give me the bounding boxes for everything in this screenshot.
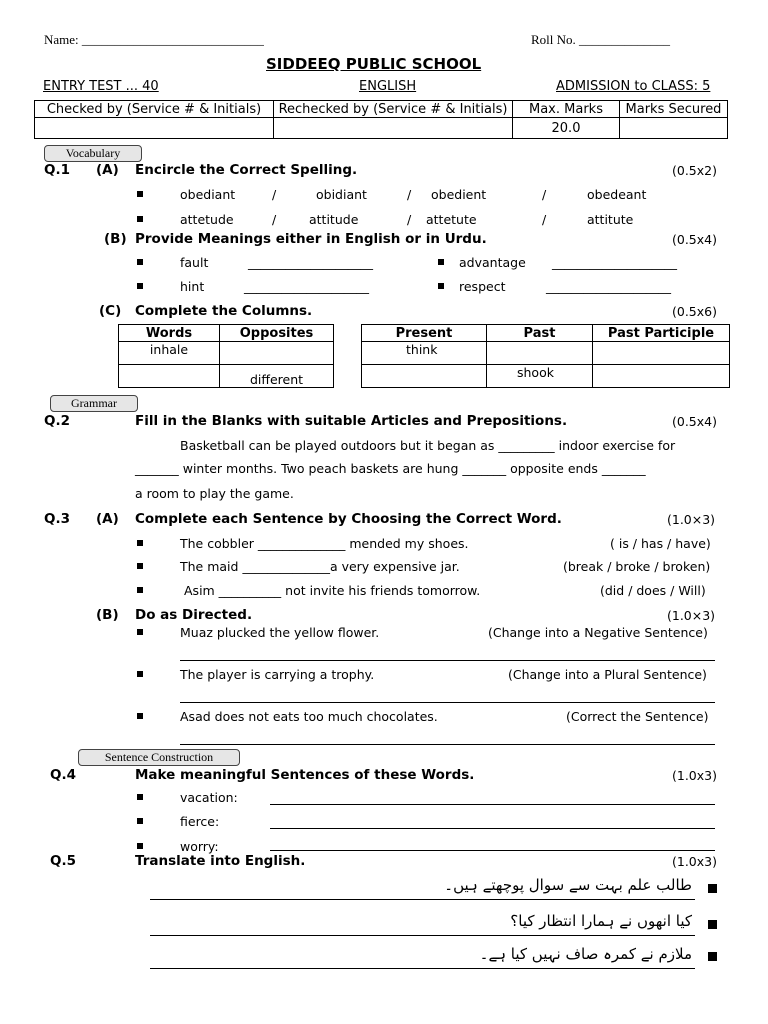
spelling-option[interactable]: attetute xyxy=(426,212,477,227)
q3b-marks: (1.0×3) xyxy=(667,608,716,623)
bullet-icon xyxy=(137,671,143,677)
table-cell-answer[interactable] xyxy=(220,342,334,365)
q2-title: Fill in the Blanks with suitable Articles and Prepositions. xyxy=(135,413,568,429)
table-cell-answer[interactable] xyxy=(593,342,730,365)
q3b-sentence: The player is carrying a trophy. xyxy=(180,667,375,682)
school-title: SIDDEEQ PUBLIC SCHOOL xyxy=(266,55,482,73)
admission-class-label: ADMISSION to CLASS: 5 xyxy=(556,79,711,94)
marks-secured-cell[interactable] xyxy=(620,118,728,139)
bullet-icon xyxy=(137,713,143,719)
q2-marks: (0.5x4) xyxy=(672,414,717,429)
q3b-label: (B) xyxy=(96,607,119,623)
section-tag-sentence-construction: Sentence Construction xyxy=(78,749,240,766)
q5-urdu-sentence: کیا انھوں نے ہمارا انتظار کیا؟ xyxy=(510,912,692,930)
q1b-marks: (0.5x4) xyxy=(672,232,717,247)
q5-marks: (1.0x3) xyxy=(672,854,717,869)
bullet-icon xyxy=(438,259,444,265)
q4-number: Q.4 xyxy=(50,767,76,783)
rechecked-by-header: Rechecked by (Service # & Initials) xyxy=(274,101,513,118)
spelling-option[interactable]: obedeant xyxy=(587,187,647,202)
q3a-sentence[interactable]: The cobbler ______________ mended my shoes. xyxy=(180,536,469,551)
rechecked-by-cell[interactable] xyxy=(274,118,513,139)
answer-blank[interactable]: ____________________ xyxy=(248,255,373,270)
q3b-sentence: Muaz plucked the yellow flower. xyxy=(180,625,380,640)
q3a-options: (break / broke / broken) xyxy=(563,559,711,574)
q3a-options: (did / does / Will) xyxy=(600,583,706,598)
q1b-label: (B) xyxy=(104,231,127,247)
bullet-icon xyxy=(137,818,143,824)
q3b-instruction: (Correct the Sentence) xyxy=(566,709,709,724)
q3a-sentence[interactable]: Asim __________ not invite his friends tomorrow. xyxy=(184,583,481,598)
bullet-icon xyxy=(137,216,143,222)
table-cell-answer[interactable] xyxy=(487,342,593,365)
q3-number: Q.3 xyxy=(44,511,70,527)
bullet-icon xyxy=(708,884,717,893)
spelling-option[interactable]: attitude xyxy=(309,212,359,227)
table-cell: inhale xyxy=(119,342,220,365)
answer-line[interactable] xyxy=(270,804,715,805)
max-marks-value: 20.0 xyxy=(513,118,620,139)
q5-urdu-sentence: طالب علم بہت سے سوال پوچھتے ہیں۔ xyxy=(444,876,692,894)
separator: / xyxy=(542,212,547,227)
q4-word: worry: xyxy=(180,839,219,854)
spelling-option[interactable]: obedient xyxy=(431,187,487,202)
q5-title: Translate into English. xyxy=(135,853,306,869)
q3a-marks: (1.0×3) xyxy=(667,512,716,527)
q1a-marks: (0.5x2) xyxy=(672,163,717,178)
q2-passage-line: a room to play the game. xyxy=(135,486,294,501)
meaning-word-advantage: advantage xyxy=(459,255,526,270)
column-header: Present xyxy=(362,325,487,342)
column-header: Words xyxy=(119,325,220,342)
q4-word: fierce: xyxy=(180,814,220,829)
answer-line[interactable] xyxy=(270,828,715,829)
answer-blank[interactable]: ____________________ xyxy=(244,279,369,294)
table-cell-answer[interactable] xyxy=(119,365,220,388)
bullet-icon xyxy=(137,587,143,593)
q1-number: Q.1 xyxy=(44,162,70,178)
separator: / xyxy=(272,187,277,202)
bullet-icon xyxy=(438,283,444,289)
q3a-sentence[interactable]: The maid ______________a very expensive jar. xyxy=(180,559,460,574)
q1b-title: Provide Meanings either in English or in Urdu. xyxy=(135,231,487,247)
opposites-table xyxy=(118,324,334,388)
q4-title: Make meaningful Sentences of these Words. xyxy=(135,767,475,783)
q3b-instruction: (Change into a Negative Sentence) xyxy=(488,625,708,640)
q4-marks: (1.0x3) xyxy=(672,768,717,783)
bullet-icon xyxy=(137,794,143,800)
verb-forms-table xyxy=(361,324,730,388)
bullet-icon xyxy=(708,952,717,961)
q3a-label: (A) xyxy=(96,511,119,527)
section-tag-vocabulary: Vocabulary xyxy=(44,145,142,162)
q5-number: Q.5 xyxy=(50,853,76,869)
bullet-icon xyxy=(137,629,143,635)
spelling-option[interactable]: obidiant xyxy=(316,187,367,202)
answer-line[interactable] xyxy=(180,702,715,703)
column-header: Opposites xyxy=(220,325,334,342)
q2-passage-line[interactable]: Basketball can be played outdoors but it began as _________ indoor exercise for xyxy=(180,438,676,453)
q3b-sentence: Asad does not eats too much chocolates. xyxy=(180,709,438,724)
spelling-option[interactable]: attitute xyxy=(587,212,634,227)
answer-line[interactable] xyxy=(150,968,695,969)
bullet-icon xyxy=(137,259,143,265)
section-tag-grammar: Grammar xyxy=(50,395,138,412)
table-cell: different xyxy=(220,365,334,388)
table-cell-answer[interactable] xyxy=(593,365,730,388)
answer-line[interactable] xyxy=(150,899,695,900)
answer-blank[interactable]: ____________________ xyxy=(552,255,677,270)
entry-test-label: ENTRY TEST ... 40 xyxy=(43,79,159,94)
spelling-option[interactable]: obediant xyxy=(180,187,236,202)
meaning-word-fault: fault xyxy=(180,255,209,270)
bullet-icon xyxy=(137,283,143,289)
q1a-title: Encircle the Correct Spelling. xyxy=(135,162,358,178)
q3b-instruction: (Change into a Plural Sentence) xyxy=(508,667,707,682)
answer-line[interactable] xyxy=(180,660,715,661)
bullet-icon xyxy=(137,191,143,197)
bullet-icon xyxy=(137,563,143,569)
column-header: Past Participle xyxy=(593,325,730,342)
checked-by-header: Checked by (Service # & Initials) xyxy=(35,101,274,118)
bullet-icon xyxy=(708,920,717,929)
q1c-label: (C) xyxy=(99,303,122,319)
subject-label: ENGLISH xyxy=(359,79,417,94)
answer-blank[interactable]: ____________________ xyxy=(546,279,671,294)
table-cell-answer[interactable] xyxy=(362,365,487,388)
name-field-label: Name: ____________________________ xyxy=(44,32,264,47)
table-cell: shook xyxy=(487,365,593,388)
checked-by-cell[interactable] xyxy=(35,118,274,139)
marks-table xyxy=(34,100,728,139)
answer-line[interactable] xyxy=(150,935,695,936)
answer-line[interactable] xyxy=(180,744,715,745)
separator: / xyxy=(272,212,277,227)
q3a-title: Complete each Sentence by Choosing the Correct Word. xyxy=(135,511,562,527)
roll-no-field-label: Roll No. ______________ xyxy=(531,32,671,47)
marks-secured-header: Marks Secured xyxy=(620,101,728,118)
meaning-word-respect: respect xyxy=(459,279,506,294)
q5-urdu-sentence: ملازم نے کمرہ صاف نہیں کیا ہے۔ xyxy=(479,945,692,963)
table-cell: think xyxy=(362,342,487,365)
q4-word: vacation: xyxy=(180,790,238,805)
bullet-icon xyxy=(137,843,143,849)
q1c-title: Complete the Columns. xyxy=(135,303,313,319)
max-marks-header: Max. Marks xyxy=(513,101,620,118)
q2-passage-line[interactable]: _______ winter months. Two peach baskets are hung _______ opposite ends _______ xyxy=(135,461,646,476)
bullet-icon xyxy=(137,540,143,546)
q3b-title: Do as Directed. xyxy=(135,607,253,623)
answer-line[interactable] xyxy=(270,850,715,851)
separator: / xyxy=(407,212,412,227)
separator: / xyxy=(542,187,547,202)
meaning-word-hint: hint xyxy=(180,279,205,294)
q2-number: Q.2 xyxy=(44,413,70,429)
spelling-option[interactable]: attetude xyxy=(180,212,234,227)
q1a-label: (A) xyxy=(96,162,119,178)
separator: / xyxy=(407,187,412,202)
column-header: Past xyxy=(487,325,593,342)
q1c-marks: (0.5x6) xyxy=(672,304,717,319)
q3a-options: ( is / has / have) xyxy=(610,536,711,551)
